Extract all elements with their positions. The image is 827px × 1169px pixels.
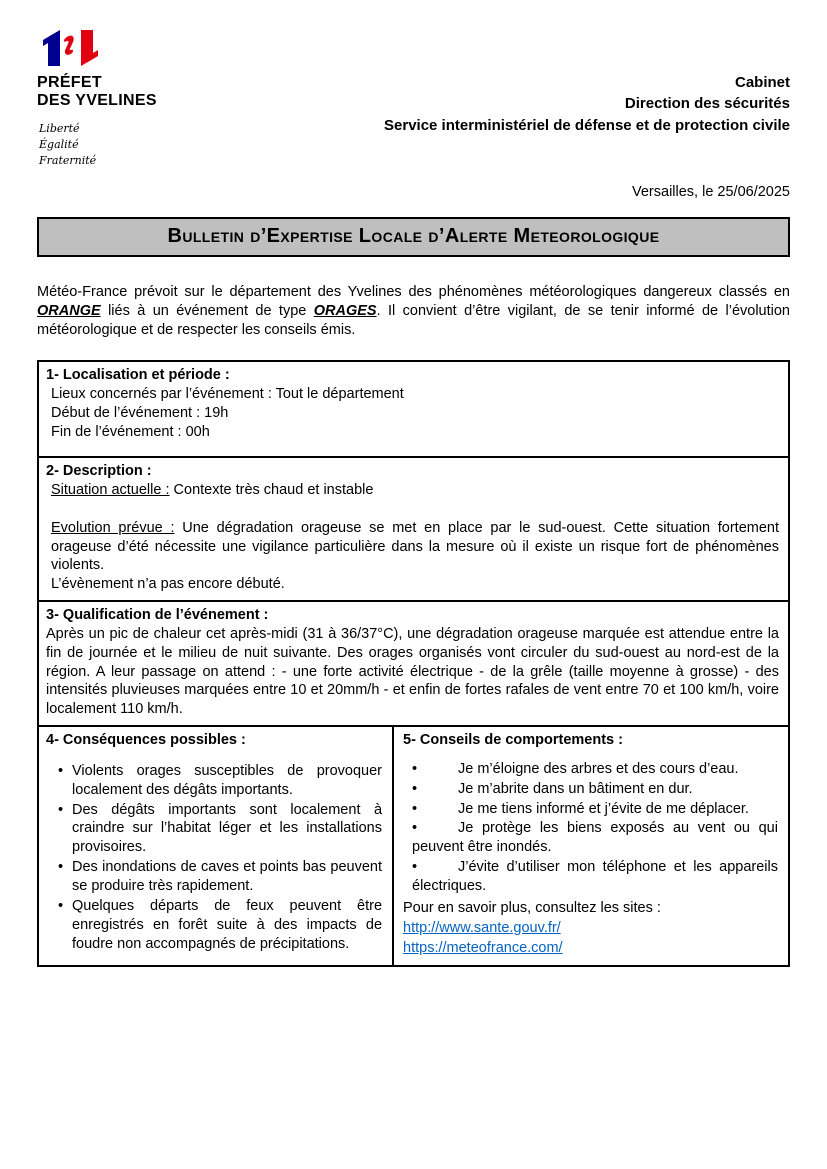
service-line-cabinet: Cabinet	[734, 74, 790, 91]
consequence-item: • Des inondations de caves et points bas peuvent se produire très rapidement.	[46, 858, 382, 896]
situation-label: Situation actuelle :	[51, 481, 170, 498]
section-consequences-conseils	[39, 727, 788, 965]
intro-text-2: liés à un événement de type	[100, 303, 314, 320]
alert-level-orange: ORANGE	[37, 303, 101, 320]
motto-liberte: Liberté	[39, 121, 80, 135]
link-sante-gouv[interactable]: http://www.sante.gouv.fr/	[403, 919, 561, 936]
conseil-item: • J’évite d’utiliser mon téléphone et les appareils électriques.	[403, 858, 778, 896]
service-line-sidpc: Service interministériel de défense et de protection civile	[384, 116, 790, 134]
alert-table	[37, 360, 790, 967]
document-title-bar	[37, 217, 790, 257]
section-localisation	[39, 362, 788, 458]
evolution-text: Une dégradation orageuse se met en place par le sud-ouest. Cette situation fortement orageuse d’été nécessite une vigilance particulière dans la mesure où il existe un risque fort de phénomènes violents.	[51, 519, 780, 574]
conseils-list	[403, 760, 778, 896]
conseil-item: • Je m’éloigne des arbres et des cours d’eau.	[403, 760, 778, 779]
qualification-body: Après un pic de chaleur cet après-midi (31 à 36/37°C), une dégradation orageuse marquée est attendue entre la fin de journée et le milieu de nuit suivante. Des orages organisés vont circuler du sud-ouest au nord-est de la région. A leur passage on attend : - une forte activité électrique - de la grêle (taille moyenne à grosse) - des intensités pluvieuses marquées entre 10 et 20mm/h - et enfin de fortes rafales de vent entre 70 et 100 km/h, voire localement 110 km/h.	[46, 625, 779, 718]
conseil-item: • Je me tiens informé et j’évite de me déplacer.	[403, 800, 778, 819]
localisation-lieux: Lieux concernés par l’événement : Tout le département	[51, 385, 404, 402]
intro-text-3: . Il convient d’être vigilant, de se tenir informé de l’évolution météorologique et de respecter les conseils émis.	[37, 303, 790, 339]
section-conseils	[394, 727, 788, 965]
consequence-item: • Violents orages susceptibles de provoquer localement des dégâts importants.	[46, 762, 382, 800]
section2-title: 2- Description :	[46, 462, 152, 479]
section-description	[39, 458, 788, 602]
prefecture-name-line1: PRÉFET	[37, 74, 102, 91]
section3-title: 3- Qualification de l’événement :	[46, 607, 269, 624]
evolution-label: Evolution prévue :	[51, 519, 175, 536]
link-meteofrance[interactable]: https://meteofrance.com/	[403, 940, 563, 957]
situation-text: Contexte très chaud et instable	[169, 481, 374, 498]
conseil-item: • Je m’abrite dans un bâtiment en dur.	[403, 780, 778, 799]
dateline: Versailles, le 25/06/2025	[632, 183, 790, 200]
conseil-item: • Je protège les biens exposés au vent ou qui peuvent être inondés.	[403, 819, 778, 857]
french-flag-icon	[39, 28, 103, 68]
event-type-orages: ORAGES	[313, 303, 377, 320]
evolution-text-2: L’évènement n’a pas encore débuté.	[51, 576, 285, 593]
issuing-service-block	[384, 28, 790, 169]
republic-motto	[39, 121, 217, 169]
document-title: Bulletin d’Expertise Locale d’Alerte Meteorologique	[167, 225, 660, 248]
section-consequences	[39, 727, 394, 965]
intro-paragraph	[37, 283, 790, 340]
blank-line	[46, 500, 779, 519]
consequences-list	[46, 762, 382, 953]
section1-title: 1- Localisation et période :	[46, 366, 230, 383]
prefecture-logo	[37, 28, 217, 169]
situation-actuelle	[46, 481, 779, 500]
more-info-text: Pour en savoir plus, consultez les sites :	[403, 899, 661, 916]
section4-title: 4- Conséquences possibles :	[46, 732, 246, 749]
motto-egalite: Égalité	[39, 137, 79, 151]
intro-text-1: Météo-France prévoit sur le département des Yvelines des phénomènes météorologiques dangereux classés en	[37, 284, 790, 301]
prefecture-name	[37, 74, 217, 111]
localisation-debut: Début de l’événement : 19h	[51, 404, 229, 421]
service-line-direction: Direction des sécurités	[624, 95, 790, 113]
motto-fraternite: Fraternité	[39, 153, 97, 167]
section5-title: 5- Conseils de comportements :	[403, 732, 623, 749]
consequence-item: • Des dégâts importants sont localement à craindre sur l’habitat léger et les installations provisoires.	[46, 801, 382, 858]
localisation-fin: Fin de l’événement : 00h	[51, 423, 210, 440]
document-header	[37, 28, 790, 169]
prefecture-name-line2: DES YVELINES	[37, 92, 157, 110]
evolution-prevue	[46, 519, 779, 576]
consequence-item: • Quelques départs de feux peuvent être enregistrés en forêt suite à des impacts de foudre non accompagnés de précipitations.	[46, 897, 382, 954]
section-qualification	[39, 602, 788, 727]
